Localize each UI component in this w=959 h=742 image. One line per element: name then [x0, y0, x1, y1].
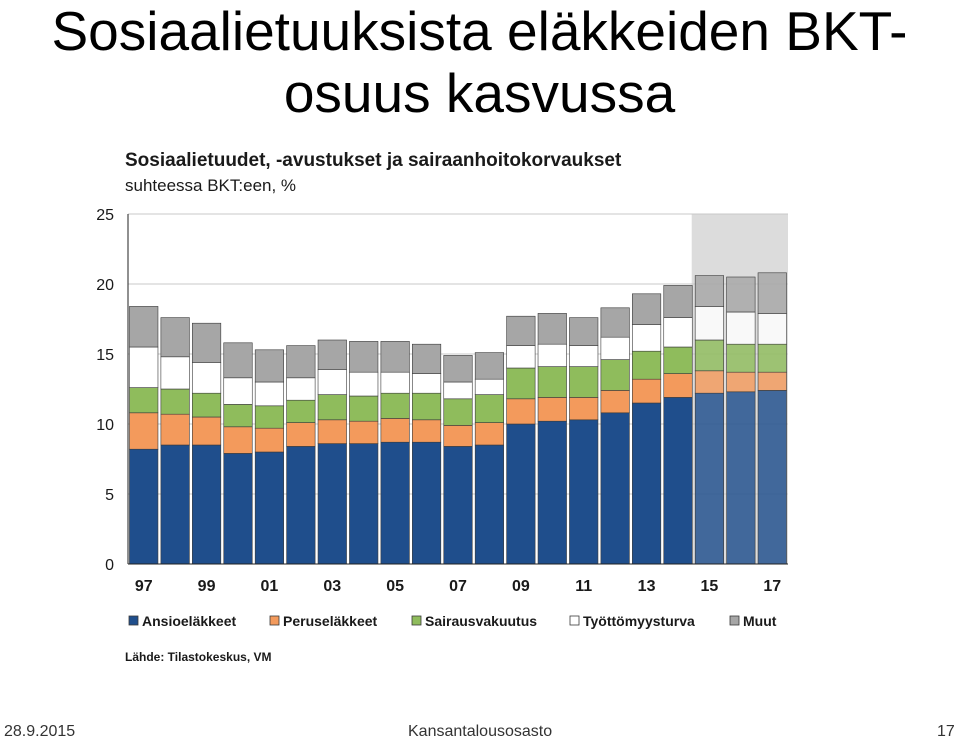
- bar-segment-työttömyysturva: [129, 347, 158, 388]
- bar-segment-sairausvakuutus: [318, 395, 347, 420]
- bar-segment-työttömyysturva: [349, 372, 378, 396]
- bar-segment-työttömyysturva: [381, 372, 410, 393]
- legend-swatch: [412, 616, 421, 625]
- bar-segment-ansioeläkkeet: [381, 442, 410, 564]
- bar-segment-peruseläkkeet: [287, 423, 316, 447]
- bar-segment-työttömyysturva: [507, 346, 536, 368]
- bar-segment-sairausvakuutus: [412, 393, 441, 420]
- bar-segment-sairausvakuutus: [507, 368, 536, 399]
- bar-segment-työttömyysturva: [255, 382, 284, 406]
- bar-segment-muut: [255, 350, 284, 382]
- bar-segment-peruseläkkeet: [224, 427, 253, 454]
- bar-segment-työttömyysturva: [475, 379, 504, 394]
- bar-segment-työttömyysturva: [569, 346, 598, 367]
- x-tick-label: 13: [637, 578, 656, 595]
- bar-segment-peruseläkkeet: [349, 421, 378, 443]
- bar-segment-työttömyysturva: [318, 369, 347, 394]
- bar-segment-työttömyysturva: [664, 318, 693, 347]
- bar-segment-sairausvakuutus: [381, 393, 410, 418]
- y-tick-label: 10: [96, 417, 114, 434]
- footer-organization: Kansantalousosasto: [408, 723, 553, 740]
- bar-segment-ansioeläkkeet: [507, 424, 536, 564]
- bar-segment-peruseläkkeet: [695, 371, 724, 393]
- bar-segment-muut: [349, 341, 378, 372]
- legend-label: Työttömyysturva: [583, 613, 695, 629]
- x-tick-label: 05: [386, 578, 405, 595]
- bar-segment-muut: [727, 277, 756, 312]
- x-tick-label: 99: [197, 578, 216, 595]
- bar-segment-ansioeläkkeet: [255, 452, 284, 564]
- bar-segment-ansioeläkkeet: [632, 403, 661, 564]
- bar-segment-muut: [318, 340, 347, 369]
- bar-segment-muut: [412, 344, 441, 373]
- bar-segment-sairausvakuutus: [569, 367, 598, 398]
- bar-segment-työttömyysturva: [412, 374, 441, 394]
- bar-segment-työttömyysturva: [224, 378, 253, 405]
- bar-segment-ansioeläkkeet: [192, 445, 221, 564]
- bar-segment-sairausvakuutus: [727, 344, 756, 372]
- bar-segment-muut: [444, 355, 473, 382]
- bar-segment-ansioeläkkeet: [349, 444, 378, 564]
- chart-source: Lähde: Tilastokeskus, VM: [125, 650, 272, 664]
- bar-segment-sairausvakuutus: [224, 404, 253, 426]
- y-tick-label: 25: [96, 207, 114, 224]
- x-tick-label: 17: [763, 578, 782, 595]
- bar-segment-muut: [287, 346, 316, 378]
- bar-segment-peruseläkkeet: [255, 428, 284, 452]
- legend-label: Muut: [743, 613, 777, 629]
- bar-segment-ansioeläkkeet: [727, 392, 756, 564]
- bar-segment-muut: [381, 341, 410, 372]
- bar-segment-muut: [664, 285, 693, 317]
- bar-segment-peruseläkkeet: [601, 390, 630, 412]
- bar-segment-sairausvakuutus: [192, 393, 221, 417]
- chart-subtitle: suhteessa BKT:een, %: [125, 176, 297, 195]
- legend-label: Sairausvakuutus: [425, 613, 538, 629]
- bar-segment-muut: [632, 294, 661, 325]
- bar-segment-muut: [161, 318, 190, 357]
- legend-swatch: [270, 616, 279, 625]
- footer-date: 28.9.2015: [4, 723, 76, 740]
- bar-segment-sairausvakuutus: [349, 396, 378, 421]
- bar-segment-muut: [601, 308, 630, 337]
- bar-segment-muut: [695, 276, 724, 307]
- bar-segment-työttömyysturva: [727, 312, 756, 344]
- bar-segment-ansioeläkkeet: [569, 420, 598, 564]
- bar-segment-muut: [569, 318, 598, 346]
- bar-segment-peruseläkkeet: [161, 414, 190, 445]
- x-tick-label: 97: [134, 578, 153, 595]
- y-tick-label: 5: [105, 487, 114, 504]
- bar-segment-ansioeläkkeet: [538, 421, 567, 564]
- bar-segment-muut: [224, 343, 253, 378]
- bar-segment-työttömyysturva: [758, 313, 787, 344]
- bar-segment-peruseläkkeet: [475, 423, 504, 445]
- bar-segment-peruseläkkeet: [192, 417, 221, 445]
- chart-title: Sosiaalietuudet, -avustukset ja sairaanhoitokorvaukset: [125, 150, 622, 171]
- bar-segment-sairausvakuutus: [444, 399, 473, 426]
- bar-segment-ansioeläkkeet: [601, 413, 630, 564]
- bars: [129, 273, 786, 564]
- y-tick-label: 15: [96, 347, 114, 364]
- bar-segment-muut: [758, 273, 787, 314]
- legend-label: Peruseläkkeet: [283, 613, 378, 629]
- bar-segment-työttömyysturva: [601, 337, 630, 359]
- bar-segment-peruseläkkeet: [381, 418, 410, 442]
- bar-segment-ansioeläkkeet: [444, 446, 473, 564]
- slide-title-line1: Sosiaalietuuksista eläkkeiden BKT-: [51, 0, 908, 62]
- bar-segment-peruseläkkeet: [632, 379, 661, 403]
- legend-swatch: [129, 616, 138, 625]
- bar-segment-sairausvakuutus: [255, 406, 284, 428]
- bar-segment-työttömyysturva: [538, 344, 567, 366]
- x-tick-label: 15: [700, 578, 719, 595]
- legend-label: Ansioeläkkeet: [142, 613, 237, 629]
- bar-segment-ansioeläkkeet: [161, 445, 190, 564]
- legend-swatch: [570, 616, 579, 625]
- bar-segment-työttömyysturva: [287, 378, 316, 400]
- x-tick-label: 01: [260, 578, 279, 595]
- bar-segment-muut: [475, 353, 504, 380]
- bar-segment-työttömyysturva: [161, 357, 190, 389]
- x-tick-label: 11: [575, 578, 593, 595]
- bar-segment-sairausvakuutus: [695, 340, 724, 371]
- bar-segment-peruseläkkeet: [318, 420, 347, 444]
- bar-segment-peruseläkkeet: [569, 397, 598, 419]
- bar-segment-ansioeläkkeet: [758, 390, 787, 564]
- bar-segment-sairausvakuutus: [758, 344, 787, 372]
- legend-swatch: [730, 616, 739, 625]
- bar-segment-peruseläkkeet: [758, 372, 787, 390]
- bar-segment-ansioeläkkeet: [224, 453, 253, 564]
- legend: [129, 613, 777, 629]
- bar-segment-sairausvakuutus: [632, 351, 661, 379]
- bar-segment-muut: [192, 323, 221, 362]
- y-tick-label: 20: [96, 277, 114, 294]
- bar-segment-sairausvakuutus: [287, 400, 316, 422]
- bar-segment-työttömyysturva: [192, 362, 221, 393]
- slide-title-line2: osuus kasvussa: [283, 62, 676, 124]
- footer-page-number: 17: [937, 723, 955, 740]
- bar-segment-ansioeläkkeet: [695, 393, 724, 564]
- bar-segment-muut: [538, 313, 567, 344]
- bar-segment-peruseläkkeet: [444, 425, 473, 446]
- bar-segment-ansioeläkkeet: [412, 442, 441, 564]
- bar-segment-ansioeläkkeet: [287, 446, 316, 564]
- bar-segment-peruseläkkeet: [129, 413, 158, 449]
- bar-segment-ansioeläkkeet: [664, 397, 693, 564]
- bar-segment-sairausvakuutus: [129, 388, 158, 413]
- bar-segment-sairausvakuutus: [538, 367, 567, 398]
- bar-segment-työttömyysturva: [632, 325, 661, 352]
- bar-segment-peruseläkkeet: [412, 420, 441, 442]
- bar-segment-työttömyysturva: [444, 382, 473, 399]
- x-tick-label: 03: [323, 578, 342, 595]
- bar-segment-muut: [129, 306, 158, 347]
- bar-segment-ansioeläkkeet: [318, 444, 347, 564]
- bar-segment-muut: [507, 316, 536, 345]
- bar-segment-ansioeläkkeet: [475, 445, 504, 564]
- bar-segment-työttömyysturva: [695, 306, 724, 340]
- bar-segment-sairausvakuutus: [664, 347, 693, 374]
- bar-segment-peruseläkkeet: [507, 399, 536, 424]
- x-tick-label: 07: [449, 578, 467, 595]
- y-tick-label: 0: [105, 557, 114, 574]
- bar-segment-sairausvakuutus: [475, 395, 504, 423]
- bar-segment-ansioeläkkeet: [129, 449, 158, 564]
- bar-segment-sairausvakuutus: [161, 389, 190, 414]
- bar-segment-peruseläkkeet: [538, 397, 567, 421]
- bar-segment-peruseläkkeet: [727, 372, 756, 392]
- bar-segment-sairausvakuutus: [601, 360, 630, 391]
- bar-segment-peruseläkkeet: [664, 374, 693, 398]
- x-tick-label: 09: [511, 578, 530, 595]
